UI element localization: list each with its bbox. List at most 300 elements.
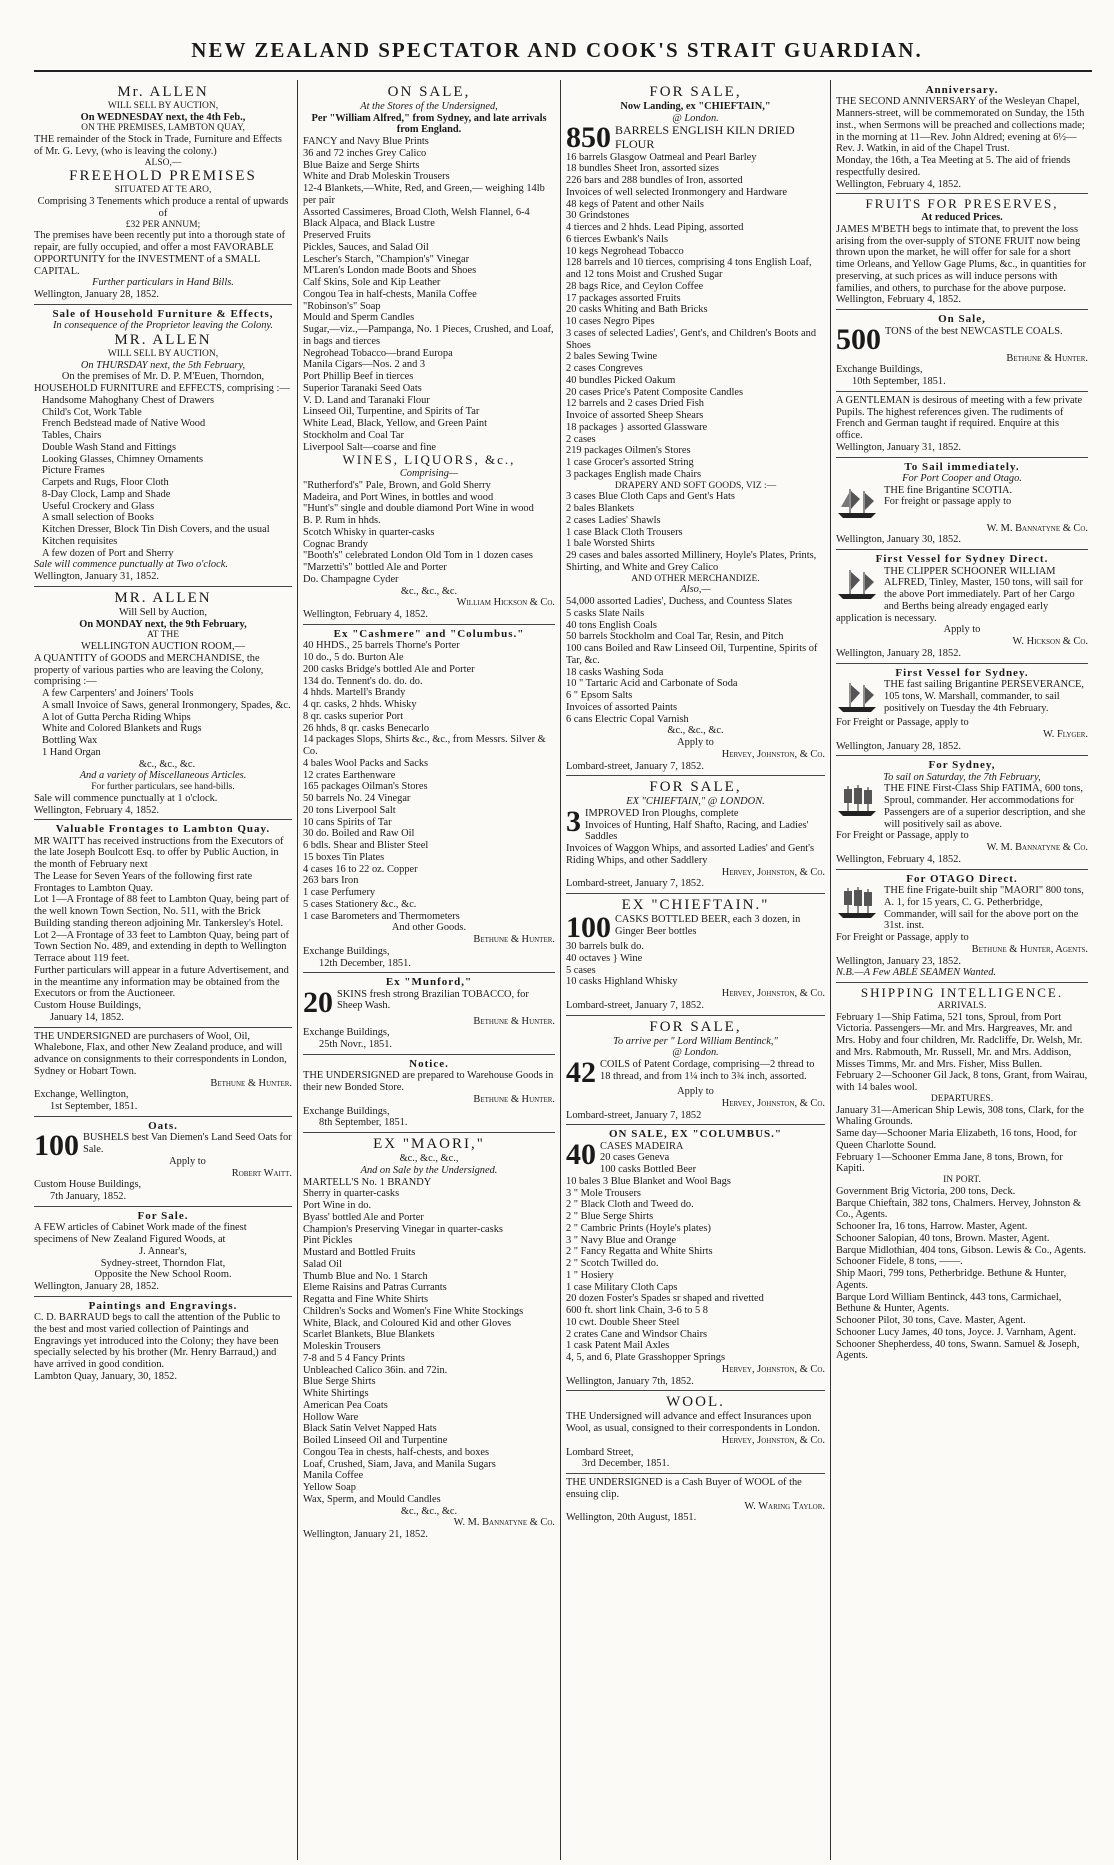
advert-separator: [566, 1124, 825, 1125]
column-1: [34, 84, 292, 1854]
advert-william-alfred: [836, 553, 1088, 659]
advert-separator: [566, 1390, 825, 1391]
advert-purchasers: [34, 1031, 292, 1113]
advert-body: BUSHELS best Van Diemen's Land Seed Oats for Sale.: [83, 1132, 292, 1156]
list-item: 20 casks Whiting and Bath Bricks: [566, 304, 708, 316]
item-list: [303, 480, 555, 598]
list-item: A few Carpenters' and Joiners' Tools: [42, 688, 194, 700]
list-item: 20 tons Liverpool Salt: [303, 804, 396, 816]
advert-separator: [303, 1054, 555, 1055]
list-item: 6 tierces Ewbank's Nails: [566, 233, 668, 245]
list-item: 2 " Black Cloth and Tweed do.: [566, 1199, 694, 1211]
list-item: White Lead, Black, Yellow, and Green Paint: [303, 418, 488, 430]
advert-oats: [34, 1120, 292, 1203]
column-4: [836, 84, 1088, 1854]
ship-icon: [836, 783, 880, 819]
advert-text: @ London.: [672, 112, 719, 124]
list-item: "Robinson's" Soap: [303, 300, 381, 312]
advert-perseverance: [836, 667, 1088, 753]
advert-text: On the premises of Mr. D. P. M'Euen, Thorndon,: [61, 371, 265, 383]
advert-date: Wellington, January 28, 1852.: [836, 647, 961, 659]
advert-title: ON SALE, EX "COLUMBUS.": [608, 1128, 783, 1141]
list-item: Schooner Shepherdess, 40 tons, Swann. Samuel & Joseph, Agents.: [836, 1338, 1080, 1362]
advert-coals: [836, 313, 1088, 388]
advert-scotia: [836, 461, 1088, 547]
advert-body: SKINS fresh strong Brazilian TOBACCO, for Sheep Wash.: [337, 988, 529, 1012]
list-item: 48 kegs of Patent and other Nails: [566, 198, 704, 210]
list-item: Invoices of well selected Ironmongery and Hardware: [566, 186, 787, 198]
list-item: 50 barrels Stockholm and Coal Tar, Resin, and Pitch: [566, 631, 784, 643]
advert-date: Lombard-street, January 7, 1852.: [566, 878, 704, 890]
advert-body: IMPROVED Iron Ploughs, complete: [585, 807, 739, 819]
advert-signature: Hervey, Johnston, & Co.: [721, 988, 825, 1000]
advert-date: Wellington, January 30, 1852.: [836, 534, 961, 546]
advert-separator: [34, 819, 292, 820]
list-item: 128 barrels and 10 tierces, comprising 4 tons English Loaf, and 12 tons Moist and Crushed Sugar: [566, 257, 812, 281]
list-item: "Booth's" celebrated London Old Tom in 1 dozen cases: [303, 550, 533, 562]
advert-signature: Bethune & Hunter.: [210, 1077, 292, 1089]
list-item: 165 packages Oilman's Stores: [303, 781, 428, 793]
list-item: 6 " Epsom Salts: [566, 690, 633, 701]
advert-date: Wellington, February 4, 1852.: [836, 178, 961, 190]
advert-body: MR WAITT has received instructions from the Executors of the late Joseph Boulcott Esq. to offer by Public Auction, in the month of February next: [34, 835, 284, 871]
section-heading: ARRIVALS.: [937, 1000, 987, 1011]
advert-heading: MR. ALLEN: [114, 331, 212, 348]
advert-body: Lot 1—A Frontage of 88 feet to Lambton Quay, being part of the well known Town Section, No. 511, with the Brick Building standing thereon adjoining Mr. Tankersley's Hotel.: [34, 894, 289, 929]
list-item: Do. Champagne Cyder: [303, 573, 399, 585]
list-item: 20 cases Price's Patent Composite Candles: [566, 386, 744, 398]
advert-body: HOUSEHOLD FURNITURE and EFFECTS, comprising :—: [34, 383, 290, 395]
list-item: Invoices of assorted Paints: [566, 701, 678, 713]
advert-body: CASKS BOTTLED BEER, each 3 dozen, in Ginger Beer bottles: [615, 914, 801, 937]
list-item: 200 casks Bridge's bottled Ale and Porter: [303, 663, 475, 675]
advert-separator: [34, 1116, 292, 1117]
advert-allen-levy: [34, 84, 292, 301]
list-item: Scarlet Blankets, Blue Blankets: [303, 1329, 435, 1341]
list-item: 6 bdls. Shear and Blister Steel: [303, 840, 429, 852]
advert-date: Lombard-street, January 7, 1852.: [566, 760, 704, 772]
advert-title: WOOL.: [666, 1394, 725, 1411]
list-item: Sherry in quarter-casks: [303, 1188, 400, 1200]
list-item: 10 casks Highland Whisky: [566, 976, 678, 988]
advert-signature: W. M. Bannatyne & Co.: [453, 1517, 555, 1529]
list-item: Barque Lord William Bentinck, 443 tons, Carmichael, Bethune & Hunter, Agents.: [836, 1291, 1062, 1315]
list-item: Liverpool Salt—coarse and fine: [303, 441, 437, 453]
advert-body: C. D. BARRAUD begs to call the attention of the Public to the best and most varied collection of Paintings and Engravings yet introduced into the Colony; they have been specially selected by his brother (Mr. Henry Barraud,) and have arrived in good condition.: [34, 1312, 281, 1371]
list-item: 100 casks Bottled Beer: [600, 1164, 697, 1176]
advert-date: Custom House Buildings,: [34, 1179, 142, 1191]
advert-date: 7th January, 1852.: [50, 1191, 127, 1203]
masthead-rule: [34, 70, 1092, 72]
list-item: Schooner Lucy James, 40 tons, Joyce. J. Varnham, Agent.: [836, 1326, 1076, 1338]
advert-title: Ex "Cashmere" and "Columbus.": [333, 627, 525, 640]
list-item: 10 kegs Negrohead Tobacco: [566, 245, 684, 257]
advert-text: WILL SELL BY AUCTION,: [107, 348, 219, 359]
advert-title: For Sale.: [137, 1209, 189, 1222]
advert-title: To Sail immediately.: [904, 460, 1020, 473]
advert-text: At reduced Prices.: [921, 212, 1003, 224]
advert-chieftain-flour: [566, 84, 825, 772]
list-item: Barque Midlothian, 404 tons, Gibson. Lewis & Co., Agents.: [836, 1244, 1086, 1256]
advert-columbus-madeira: [566, 1128, 825, 1387]
list-item: January 31—American Ship Lewis, 308 tons, Clark, for the Whaling Grounds.: [836, 1104, 1084, 1128]
advert-separator: [836, 755, 1088, 756]
advert-signature: Bethune & Hunter, Agents.: [971, 943, 1088, 955]
list-item: Mould and Sperm Candles: [303, 312, 415, 324]
list-item: 1 case Perfumery: [303, 887, 376, 899]
list-item: White Shirtings: [303, 1388, 369, 1400]
list-item: Useful Crockery and Glass: [42, 500, 155, 512]
advert-title: FOR SALE,: [649, 779, 742, 796]
list-item: A small selection of Books: [42, 512, 154, 524]
list-item: 1 case Black Cloth Trousers: [566, 526, 683, 538]
advert-title: Ex "Munford,": [385, 976, 473, 989]
list-item: A lot of Gutta Percha Riding Whips: [42, 711, 191, 723]
advert-fatima: [836, 759, 1088, 865]
list-item: Yellow Soap: [303, 1482, 356, 1494]
advert-date: Wellington, January 7th, 1852.: [566, 1375, 694, 1387]
list-item: A small Invoice of Saws, general Ironmongery, Spades, &c.: [42, 699, 291, 711]
advert-gentleman: [836, 395, 1088, 454]
advert-heading: MR. ALLEN: [114, 589, 212, 606]
list-item: Loaf, Crushed, Siam, Java, and Manila Sugars: [303, 1458, 496, 1470]
advert-text: &c., &c., &c.,: [399, 1153, 459, 1165]
advert-separator: [836, 391, 1088, 392]
advert-title: FOR SALE,: [649, 1018, 742, 1035]
advert-title: For OTAGO Direct.: [906, 872, 1018, 885]
advert-signature: Hervey, Johnston, & Co.: [721, 1363, 825, 1375]
advert-quantity: 40: [566, 1137, 596, 1171]
list-item: 1 case Grocer's assorted String: [566, 457, 694, 469]
item-list: [303, 640, 555, 934]
column-divider: [297, 80, 298, 1860]
list-item: 2 bales Sewing Twine: [566, 351, 658, 363]
column-2: [303, 84, 555, 1854]
item-list: [303, 136, 555, 453]
advert-text: Sale will commence punctually at Two o'clock.: [34, 559, 228, 571]
advert-anniversary: [836, 84, 1088, 190]
advert-auction-room: [34, 590, 292, 816]
advert-date: Wellington, January 28, 1852.: [34, 289, 159, 301]
list-item: Manila Cigars—Nos. 2 and 3: [303, 359, 426, 371]
list-item: 36 and 72 inches Grey Calico: [303, 147, 427, 159]
list-item: M'Laren's London made Boots and Shoes: [303, 265, 477, 277]
list-item: White and Colored Blankets and Rugs: [42, 723, 202, 735]
list-item: 1 case Barometers and Thermometers: [303, 910, 460, 922]
list-item: Assorted Cassimeres, Broad Cloth, Welsh Flannel, 6-4 Black Alpaca, and Black Lustre: [303, 206, 530, 230]
list-item: 3 packages English made Chairs: [566, 468, 702, 480]
advert-date: Exchange Buildings,: [303, 945, 390, 957]
list-item: B. P. Rum in hhds.: [303, 515, 381, 527]
advert-text: Per "William Alfred," from Sydney, and late arrivals from England.: [311, 112, 547, 136]
list-item: 4 tierces and 2 hhds. Lead Piping, assorted: [566, 222, 744, 234]
advert-separator: [566, 775, 825, 776]
advert-date: Wellington, January 21, 1852.: [303, 1529, 428, 1541]
list-item: 30 do. Boiled and Raw Oil: [303, 828, 415, 840]
advert-date: Wellington, January 23, 1852.: [836, 955, 961, 967]
item-list: [303, 1177, 555, 1518]
advert-separator: [566, 1473, 825, 1474]
advert-separator: [34, 586, 292, 587]
advert-text: And a variety of Miscellaneous Articles.: [79, 770, 247, 782]
list-item: Child's Cot, Work Table: [42, 406, 142, 418]
advert-title: For Sydney,: [928, 759, 996, 772]
list-item: Moleskin Trousers: [303, 1341, 381, 1353]
advert-signature: Hervey, Johnston, & Co.: [721, 1434, 825, 1446]
list-item: Schooner Pilot, 30 tons, Cave. Master, Agent.: [836, 1315, 1026, 1327]
list-item: 2 cases: [566, 433, 596, 445]
advert-date: Lambton Quay, January, 30, 1852.: [34, 1370, 177, 1382]
list-item: Invoices of Hunting, Half Shafto, Racing, and Ladies' Saddles: [585, 819, 809, 843]
list-item: 226 bars and 288 bundles of Iron, assorted: [566, 175, 743, 187]
advert-date: Wellington, February 4, 1852.: [34, 804, 159, 816]
list-item: 3 cases of selected Ladies', Gent's, and Children's Boots and Shoes: [566, 327, 817, 351]
advert-body: THE UNDERSIGNED are prepared to Warehouse Goods in their new Bonded Store.: [303, 1070, 554, 1094]
advert-text: Now Landing, ex "CHIEFTAIN,": [620, 100, 771, 112]
list-item: 2 cases Congreves: [566, 363, 643, 375]
advert-paintings: [34, 1300, 292, 1383]
list-item: Unbleached Calico 36in. and 72in.: [303, 1364, 448, 1376]
list-item: White and Drab Moleskin Trousers: [303, 171, 450, 183]
list-item: Invoices of Waggon Whips, and assorted Ladies' and Gent's Riding Whips, and other Saddlery: [566, 843, 815, 866]
advert-title: On Sale,: [938, 313, 986, 326]
advert-title: EX "MAORI,": [373, 1136, 485, 1153]
list-item: MARTELL'S No. 1 BRANDY: [303, 1176, 432, 1188]
ship-icon: [836, 885, 880, 921]
advert-separator: [836, 309, 1088, 310]
list-item: White, Black, and Coloured Kid and other Gloves: [303, 1317, 512, 1329]
list-item: Schooner Ira, 16 tons, Harrow. Master, Agent.: [836, 1221, 1028, 1233]
list-item: 54,000 assorted Ladies', Duchess, and Countess Slates: [566, 596, 793, 607]
list-item: Calf Skins, Sole and Kip Leather: [303, 277, 441, 289]
list-item: Looking Glasses, Chimney Ornaments: [42, 453, 204, 465]
list-item: 4, 5, and 6, Plate Grasshopper Springs: [566, 1352, 726, 1364]
advert-body: THE FINE First-Class Ship FATIMA, 600 tons, Sproul, commander. Her accommodations for Passengers are of a superior description, and she will positively sail as above.: [884, 783, 1086, 830]
list-item: 2 " Blue Serge Shirts: [566, 1211, 654, 1223]
list-item: 10 cases Negro Pipes: [566, 316, 655, 328]
advert-lambton-frontages: [34, 823, 292, 1023]
list-item: Black Satin Velvet Napped Hats: [303, 1423, 437, 1435]
advert-ploughs: [566, 779, 825, 890]
list-item: 1 case Military Cloth Caps: [566, 1281, 678, 1293]
list-item: 3 cases Blue Cloth Caps and Gent's Hats: [566, 491, 735, 503]
list-item: Kitchen Dresser, Block Tin Dish Covers, and the usual Kitchen requisites: [42, 524, 270, 547]
list-item: A few dozen of Port and Sherry: [42, 547, 174, 559]
list-item: 28 bags Rice, and Ceylon Coffee: [566, 280, 704, 292]
advert-heading: WINES, LIQUORS, &c.,: [342, 452, 516, 468]
list-item: Schooner Salopian, 40 tons, Brown. Master, Agent.: [836, 1232, 1050, 1244]
list-item: Champion's Preserving Vinegar in quarter-casks: [303, 1223, 503, 1235]
advert-body: The premises have been recently put into a thorough state of repair, are fully occupied, and offer a most FAVORABLE OPPORTUNITY for the INVESTMENT of a SMALL CAPITAL.: [34, 230, 286, 277]
list-item: Invoice of assorted Sheep Shears: [566, 410, 704, 422]
advert-body: THE remainder of the Stock in Trade, Furniture and Effects of Mr. G. Levy, (who is leaving the colony.): [34, 134, 282, 157]
list-item: Blue Baize and Serge Shirts: [303, 159, 420, 171]
advert-maori-otago: [836, 873, 1088, 979]
section-title: SHIPPING INTELLIGENCE.: [860, 985, 1064, 1001]
advert-text: In consequence of the Proprietor leaving the Colony.: [52, 320, 274, 332]
list-item: Mustard and Bottled Fruits: [303, 1247, 416, 1259]
advert-date: 3rd December, 1851.: [582, 1458, 670, 1470]
advert-signature: W. Waring Taylor.: [744, 1500, 825, 1512]
list-item: Port Phillip Beef in tierces: [303, 371, 414, 383]
advert-date: On THURSDAY next, the 5th February,: [80, 359, 246, 371]
advert-text: ALSO,—: [144, 157, 182, 168]
list-item: Cognac Brandy: [303, 538, 368, 550]
item-list: [34, 395, 292, 560]
list-item: 4 qr. casks, 2 hhds. Whisky: [303, 699, 417, 711]
advert-body: THE Undersigned will advance and effect Insurances upon Wool, as usual, consigned to their correspondents in London.: [566, 1411, 820, 1435]
advert-text: EX "CHIEFTAIN," @ LONDON.: [626, 796, 765, 808]
advert-title: Oats.: [148, 1119, 178, 1132]
advert-date: Wellington, January 31, 1852.: [34, 571, 159, 583]
list-item: 3 " Mole Trousers: [566, 1187, 641, 1199]
list-item: Port Wine in do.: [303, 1200, 372, 1212]
list-item: 7-8 and 5 4 Fancy Prints: [303, 1352, 405, 1364]
advert-quantity: 850: [566, 121, 611, 155]
advert-date: 1st September, 1851.: [50, 1101, 138, 1113]
list-item: 17 packages assorted Fruits: [566, 292, 681, 304]
advert-body: BARRELS ENGLISH KILN DRIED FLOUR: [615, 123, 795, 151]
advert-text: £32 PER ANNUM;: [125, 219, 201, 230]
list-item: 40 HHDS., 25 barrels Thorne's Porter: [303, 640, 460, 652]
advert-cashmere-columbus: [303, 628, 555, 969]
advert-separator: [836, 457, 1088, 458]
list-item: 14 packages Slops, Shirts &c., &c., from Messrs. Silver & Co.: [303, 734, 546, 758]
advert-text: For Port Cooper and Otago.: [902, 472, 1022, 484]
list-item: 15 boxes Tin Plates: [303, 851, 385, 863]
list-item: 8-Day Clock, Lamp and Shade: [42, 488, 171, 500]
ship-icon: [836, 566, 880, 602]
list-item: 12 crates Earthenware: [303, 769, 396, 781]
advert-separator: [34, 304, 292, 305]
advert-text: Apply to: [943, 624, 981, 636]
advert-household-furniture: [34, 308, 292, 583]
list-item: 30 Grindstones: [566, 210, 630, 222]
column-3: [566, 84, 825, 1854]
list-item: &c., &c., &c.: [400, 1505, 458, 1517]
list-item: 1 " Hosiery: [566, 1269, 614, 1281]
list-item: &c., &c., &c.: [667, 725, 724, 737]
advert-title: Notice.: [409, 1057, 449, 1070]
section-heading: IN PORT.: [943, 1175, 981, 1186]
advert-body: For Freight or Passage, apply to: [836, 830, 969, 842]
advert-munford: [303, 976, 555, 1051]
list-item: 10 cans Spirits of Tar: [303, 816, 392, 828]
list-item: 1 bale Worsted Shirts: [566, 538, 655, 550]
list-item: "Rutherford's" Pale, Brown, and Gold Sherry: [303, 479, 491, 491]
advert-date: Exchange Buildings,: [836, 364, 923, 376]
list-item: February 1—Schooner Emma Jane, 8 tons, Brown, for Kapiti.: [836, 1151, 1063, 1175]
advert-text: WELLINGTON AUCTION ROOM,—: [80, 641, 246, 653]
list-item: Blue Serge Shirts: [303, 1376, 376, 1388]
advert-separator: [303, 624, 555, 625]
advert-signature: W. Flyger.: [1042, 728, 1088, 740]
advert-body: THE SECOND ANNIVERSARY of the Wesleyan Chapel, Manners-street, will be commemorated on Sunday, the 15th inst., when Sermons will be preached and collections made; in the morning at 11—Rev. John Aldred; evening at 6½—Rev. J. Watkin, in aid of the Chapel Trust.: [836, 96, 1085, 155]
advert-heading: FREEHOLD PREMISES: [69, 168, 257, 185]
list-item: Stockholm and Coal Tar: [303, 429, 404, 441]
list-item: 8 qr. casks superior Port: [303, 710, 404, 722]
advert-body: Further particulars will appear in a future Advertisement, and in the meantime any information may be obtained from the Executors or from the Auctioneer.: [34, 964, 289, 1000]
list-item: 2 cases Ladies' Shawls: [566, 514, 661, 526]
list-item: 40 tons English Coals: [566, 619, 657, 631]
list-item: 10 " Tartaric Acid and Carbonate of Soda: [566, 678, 738, 690]
list-item: 4 cases 16 to 22 oz. Copper: [303, 863, 418, 875]
advert-title: Anniversary.: [925, 84, 999, 96]
advert-body: THE fine Brigantine SCOTIA.: [884, 484, 1013, 496]
list-item: Same day—Schooner Maria Elizabeth, 16 tons, Hood, for Queen Charlotte Sound.: [836, 1128, 1077, 1151]
advert-date: Wellington, January 31, 1852.: [836, 441, 961, 453]
list-item: 18 bundles Sheet Iron, assorted sizes: [566, 163, 719, 175]
list-item: Picture Frames: [42, 465, 105, 477]
advert-fruits: [836, 197, 1088, 306]
advert-text: AT THE: [146, 630, 180, 641]
list-item: Pickles, Sauces, and Salad Oil: [303, 241, 429, 253]
list-item: American Pea Coats: [303, 1399, 388, 1411]
list-item: "Hunt's" single and double diamond Port Wine in wood: [303, 503, 534, 515]
advert-date: Wellington, February 4, 1852.: [303, 609, 428, 621]
advert-separator: [836, 193, 1088, 194]
advert-separator: [836, 663, 1088, 664]
item-list: [566, 491, 825, 573]
advert-text: At the Stores of the Undersigned,: [360, 100, 498, 112]
advert-body: For Freight or Passage, apply to: [836, 717, 969, 729]
list-item: Boiled Linseed Oil and Turpentine: [303, 1435, 448, 1447]
advert-text: @ London.: [672, 1047, 719, 1059]
advert-body: Monday, the 16th, a Tea Meeting at 5. The aid of friends respectfully desired.: [836, 155, 1071, 178]
advert-cordage: [566, 1019, 825, 1122]
list-item: 26 hhds, 8 qr. casks Benecarlo: [303, 722, 430, 734]
list-item: Carpets and Rugs, Floor Cloth: [42, 477, 169, 489]
list-item: 4 bales Wool Packs and Sacks: [303, 757, 429, 769]
advert-date: 10th September, 1851.: [852, 376, 946, 388]
list-item: Children's Socks and Women's Fine White Stockings: [303, 1305, 524, 1317]
advert-signature: Robert Waitt.: [231, 1167, 292, 1179]
advert-date: January 14, 1852.: [50, 1011, 124, 1023]
advert-signature: William Hickson & Co.: [456, 597, 555, 609]
column-divider: [830, 80, 831, 1860]
list-item: Congou Tea in chests, half-chests, and boxes: [303, 1446, 490, 1458]
list-item: Preserved Fruits: [303, 230, 371, 242]
advert-title: ON SALE,: [387, 84, 471, 100]
list-item: Schooner Fidele, 8 tons, ——.: [836, 1256, 963, 1268]
advert-body: COILS of Patent Cordage, comprising—2 thread to 18 thread, and from 1¼ inch to 3¾ inch, assorted.: [600, 1059, 815, 1082]
list-item: Handsome Mahoghany Chest of Drawers: [42, 394, 214, 406]
advert-title: First Vessel for Sydney.: [895, 666, 1029, 679]
advert-separator: [566, 893, 825, 894]
advert-separator: [836, 549, 1088, 550]
advert-quantity: 500: [836, 322, 881, 356]
advert-separator: [34, 1027, 292, 1028]
advert-cabinet-work: [34, 1210, 292, 1293]
advert-date: Wellington, 20th August, 1851.: [566, 1512, 697, 1524]
list-item: Double Wash Stand and Fittings: [42, 441, 177, 453]
advert-date: On MONDAY next, the 9th February,: [79, 618, 247, 630]
advert-signature: Bethune & Hunter.: [473, 934, 555, 946]
advert-date: Lombard-street, January 7, 1852: [566, 1109, 702, 1121]
list-item: 219 packages Oilmen's Stores: [566, 445, 691, 457]
list-item: 263 bars Iron: [303, 875, 359, 887]
item-list: [34, 688, 292, 770]
item-list: [566, 596, 825, 737]
advert-text: Sydney-street, Thorndon Flat,: [100, 1257, 226, 1269]
advert-body: THE UNDERSIGNED is a Cash Buyer of WOOL of the ensuing clip.: [566, 1477, 802, 1500]
list-item: 2 " Cambric Prints (Hoyle's plates): [566, 1222, 711, 1234]
advert-on-sale-hickson: [303, 84, 555, 621]
advert-ex-maori: [303, 1136, 555, 1541]
list-item: Scotch Whisky in quarter-casks: [303, 526, 435, 538]
list-item: French Bedstead made of Native Wood: [42, 418, 206, 430]
list-item: Eleme Raisins and Patras Currants: [303, 1282, 447, 1294]
